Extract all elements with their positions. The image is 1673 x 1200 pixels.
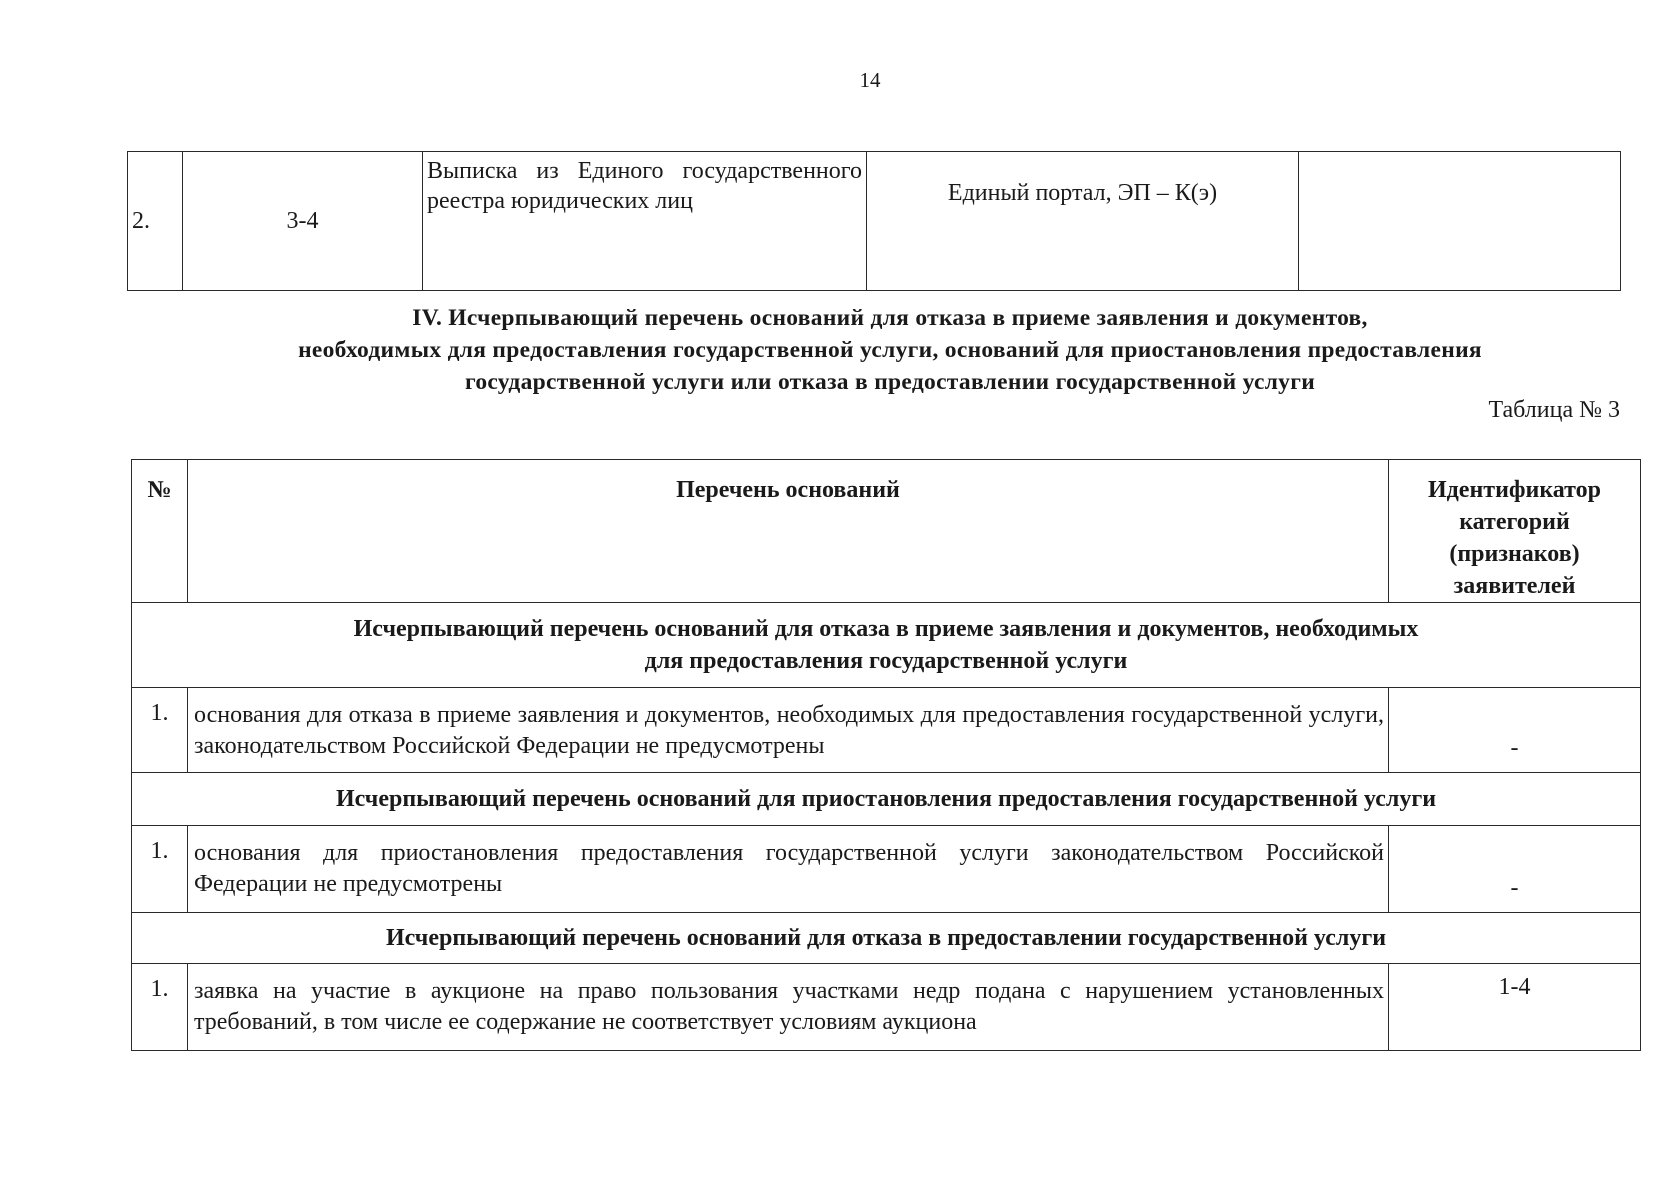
table-row xyxy=(128,152,1621,291)
group-header-row xyxy=(132,773,1641,826)
header-number: № xyxy=(132,460,188,603)
table-caption: Таблица № 3 xyxy=(1488,397,1620,423)
applicant-identifier: - xyxy=(1389,826,1641,913)
document-name: Выписка из Единого государственного реестра юридических лиц xyxy=(423,152,867,291)
ground-text: заявка на участие в аукционе на право пользования участками недр подана с нарушением установленных требований, в том числе ее содержание не соответствует условиям аукциона xyxy=(188,964,1389,1051)
row-number: 1. xyxy=(132,826,188,913)
group-header-row xyxy=(132,603,1641,688)
group-title-line: для предоставления государственной услуги xyxy=(644,648,1128,674)
category-code: 3-4 xyxy=(183,152,423,291)
header-row xyxy=(132,460,1641,603)
grounds-table xyxy=(131,459,1641,1051)
page-number: 14 xyxy=(859,68,881,92)
table-row xyxy=(132,688,1641,773)
section-heading-line: IV. Исчерпывающий перечень оснований для отказа в приеме заявления и документов, xyxy=(412,305,1368,331)
applicant-identifier: - xyxy=(1389,688,1641,773)
empty-cell xyxy=(1299,152,1621,291)
group-title-line: Исчерпывающий перечень оснований для отказа в предоставлении государственной услуги xyxy=(385,925,1387,951)
applicant-identifier: 1-4 xyxy=(1389,964,1641,1051)
section-heading xyxy=(160,302,1620,398)
group-title-line: Исчерпывающий перечень оснований для отказа в приеме заявления и документов, необходимых xyxy=(353,616,1419,642)
header-identifier: Идентификатор категорий (признаков) заявителей xyxy=(1389,460,1641,603)
group-title xyxy=(132,773,1641,826)
section-heading-line: необходимых для предоставления государственной услуги, оснований для приостановления предоставления xyxy=(298,337,1482,363)
group-title xyxy=(132,913,1641,964)
group-title-line: Исчерпывающий перечень оснований для приостановления предоставления государственной услуги xyxy=(335,786,1437,812)
row-number: 1. xyxy=(132,688,188,773)
section-heading-line: государственной услуги или отказа в предоставлении государственной услуги xyxy=(464,369,1316,395)
header-grounds-list: Перечень оснований xyxy=(188,460,1389,603)
row-number: 1. xyxy=(132,964,188,1051)
ground-text: основания для отказа в приеме заявления и документов, необходимых для предоставления государственной услуги, законодательством Российской Федерации не предусмотрены xyxy=(188,688,1389,773)
row-number: 2. xyxy=(128,152,183,291)
table-row xyxy=(132,964,1641,1051)
table-row xyxy=(132,826,1641,913)
document-source: Единый портал, ЭП – К(э) xyxy=(867,152,1299,291)
group-header-row xyxy=(132,913,1641,964)
group-title xyxy=(132,603,1641,688)
ground-text: основания для приостановления предоставления государственной услуги законодательством Российской Федерации не предусмотрены xyxy=(188,826,1389,913)
documents-table-continuation xyxy=(127,151,1621,291)
